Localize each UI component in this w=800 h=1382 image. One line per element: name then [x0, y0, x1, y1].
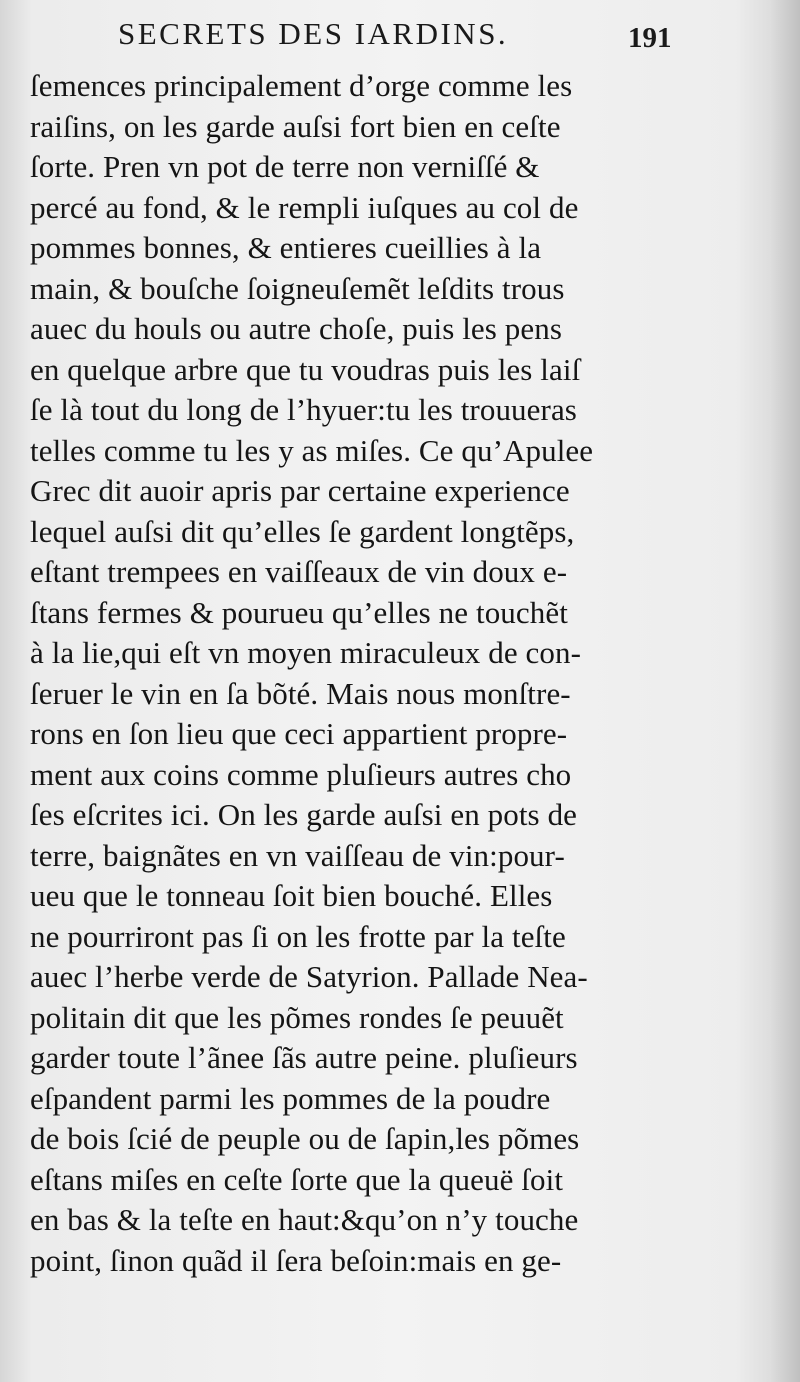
text-line: garder toute l’ãnee ſãs autre peine. pluſieurs	[30, 1040, 578, 1075]
text-line: ſeruer le vin en ſa bõté. Mais nous monſtre-	[30, 675, 571, 711]
text-line: de bois ſcié de peuple ou de ſapin,les põmes	[30, 1121, 580, 1156]
text-line: à la lie,qui eſt vn moyen miraculeux de con-	[30, 635, 582, 670]
text-line: ſtans fermes & pourueu qu’elles ne touchẽt	[30, 594, 568, 630]
text-line: ſemences principalement d’orge comme les	[30, 68, 573, 103]
text-line: Grec dit auoir apris par certaine experience	[30, 473, 570, 508]
text-line: eſpandent parmi les pommes de la poudre	[30, 1080, 551, 1116]
text-line: ueu que le tonneau ſoit bien bouché. Elles	[30, 878, 553, 913]
text-line: ment aux coins comme pluſieurs autres cho	[30, 756, 572, 792]
running-title: SECRETS DES IARDINS.	[118, 16, 509, 51]
text-line: raiſins, on les garde auſsi fort bien en ceſte	[30, 108, 561, 144]
text-line: ſes eſcrites ici. On les garde auſsi en pots de	[30, 797, 578, 832]
text-line: rons en ſon lieu que ceci appartient propre-	[30, 716, 568, 751]
text-line: main, & bouſche ſoigneuſemẽt leſdits trous	[30, 270, 565, 306]
text-line: ſorte. Pren vn pot de terre non verniſſé &	[30, 149, 540, 184]
text-line: terre, baignãtes en vn vaiſſeau de vin:pour-	[30, 837, 565, 873]
text-line: eſtant trempees en vaiſſeaux de vin doux e-	[30, 554, 568, 589]
text-line: lequel auſsi dit qu’elles ſe gardent longtẽps,	[30, 513, 575, 549]
text-line: eſtans miſes en ceſte ſorte que la queuë ſoit	[30, 1161, 564, 1197]
text-line: point, ſinon quãd il ſera beſoin:mais en ge-	[30, 1242, 562, 1278]
text-line: en quelque arbre que tu voudras puis les laiſ	[30, 351, 581, 387]
text-line: en bas & la teſte en haut:&qu’on n’y touche	[30, 1202, 579, 1237]
text-line: ne pourriront pas ſi on les frotte par la teſte	[30, 918, 566, 954]
text-line: telles comme tu les y as miſes. Ce qu’Apulee	[30, 432, 594, 468]
page-number: 191	[628, 22, 672, 54]
text-line: pommes bonnes, & entieres cueillies à la	[30, 230, 542, 265]
body-text	[30, 66, 680, 1281]
text-line: ſe là tout du long de l’hyuer:tu les trouueras	[30, 392, 577, 427]
text-line: auec du houls ou autre choſe, puis les pens	[30, 311, 563, 346]
text-line: politain dit que les põmes rondes ſe peuuẽt	[30, 999, 564, 1035]
text-line: percé au fond, & le rempli iuſques au col de	[30, 189, 579, 225]
page-header	[0, 14, 800, 58]
text-line: auec l’herbe verde de Satyrion. Pallade Nea-	[30, 959, 588, 994]
